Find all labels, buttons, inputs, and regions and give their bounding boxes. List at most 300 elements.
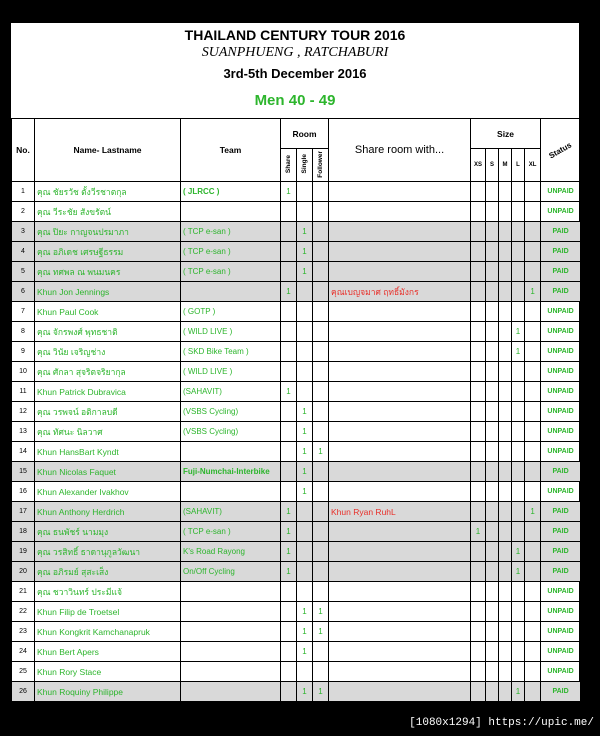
row-size-m (499, 582, 512, 602)
row-size-s (486, 322, 499, 342)
row-size-s (486, 282, 499, 302)
row-single (297, 182, 313, 202)
row-share-with (329, 422, 471, 442)
col-team: Team (181, 119, 281, 182)
row-status: UNPAID (541, 602, 581, 622)
row-single (297, 362, 313, 382)
sheet-header (11, 23, 579, 118)
row-size-xl (525, 662, 541, 682)
row-follower (313, 402, 329, 422)
row-size-l (512, 622, 525, 642)
row-size-xs (471, 622, 486, 642)
row-name: Khun Rory Stace (35, 662, 181, 682)
row-follower (313, 462, 329, 482)
row-team: ( TCP e-san ) (181, 262, 281, 282)
row-share (281, 202, 297, 222)
row-team (181, 482, 281, 502)
table-row (12, 282, 581, 302)
row-size-xl (525, 202, 541, 222)
event-dates: 3rd-5th December 2016 (223, 66, 367, 81)
row-status: UNPAID (541, 662, 581, 682)
row-size-m (499, 242, 512, 262)
row-size-xl (525, 562, 541, 582)
row-status: UNPAID (541, 482, 581, 502)
row-size-s (486, 202, 499, 222)
row-share-with (329, 262, 471, 282)
row-single (297, 202, 313, 222)
row-size-xs (471, 442, 486, 462)
row-name: Khun Filip de Troetsel (35, 602, 181, 622)
row-size-xl (525, 362, 541, 382)
row-size-l (512, 442, 525, 462)
row-share-with (329, 442, 471, 462)
col-size-xl: XL (525, 149, 541, 182)
row-single: 1 (297, 402, 313, 422)
row-share (281, 242, 297, 262)
table-body (12, 182, 581, 702)
row-team (181, 642, 281, 662)
row-size-l (512, 522, 525, 542)
row-size-s (486, 542, 499, 562)
row-single (297, 322, 313, 342)
row-share-with (329, 462, 471, 482)
row-size-xs (471, 482, 486, 502)
row-size-m (499, 322, 512, 342)
row-size-xl (525, 482, 541, 502)
table-row (12, 322, 581, 342)
row-size-xs (471, 462, 486, 482)
row-single (297, 282, 313, 302)
row-size-s (486, 622, 499, 642)
row-follower (313, 662, 329, 682)
col-size: Size (471, 119, 541, 149)
row-name: คุณ ศักลา สุจริตจริยากุล (35, 362, 181, 382)
table-row (12, 482, 581, 502)
row-share-with (329, 582, 471, 602)
row-size-m (499, 442, 512, 462)
row-team: K's Road Rayong (181, 542, 281, 562)
row-size-xl (525, 582, 541, 602)
row-name: Khun Anthony Herdrich (35, 502, 181, 522)
row-name: Khun Roquiny Philippe (35, 682, 181, 702)
row-team: On/Off Cycling (181, 562, 281, 582)
row-name: คุณ วินัย เจริญช่าง (35, 342, 181, 362)
table-row (12, 602, 581, 622)
row-name: คุณ ทัศนะ นิลวาศ (35, 422, 181, 442)
table-row (12, 442, 581, 462)
col-size-s: S (486, 149, 499, 182)
row-size-m (499, 222, 512, 242)
row-team (181, 662, 281, 682)
row-team (181, 442, 281, 462)
row-size-m (499, 202, 512, 222)
row-status: PAID (541, 282, 581, 302)
row-share: 1 (281, 502, 297, 522)
row-single: 1 (297, 462, 313, 482)
table-row (12, 342, 581, 362)
row-share (281, 442, 297, 462)
row-size-xl (525, 462, 541, 482)
row-size-l (512, 662, 525, 682)
event-title: THAILAND CENTURY TOUR 2016 (184, 27, 406, 43)
row-follower (313, 182, 329, 202)
row-size-l (512, 462, 525, 482)
row-share: 1 (281, 282, 297, 302)
row-no: 18 (12, 522, 35, 542)
row-share-with (329, 182, 471, 202)
event-location: SUANPHUENG , RATCHABURI (201, 45, 389, 60)
row-no: 14 (12, 442, 35, 462)
row-single (297, 302, 313, 322)
row-size-s (486, 582, 499, 602)
row-follower (313, 522, 329, 542)
row-size-l (512, 302, 525, 322)
col-status-label: Status (547, 140, 574, 161)
row-size-xs (471, 382, 486, 402)
col-status (541, 119, 581, 182)
row-size-xl (525, 422, 541, 442)
row-status: PAID (541, 262, 581, 282)
row-size-xl (525, 182, 541, 202)
row-no: 4 (12, 242, 35, 262)
row-size-l (512, 582, 525, 602)
row-size-xl (525, 302, 541, 322)
row-no: 26 (12, 682, 35, 702)
row-status: UNPAID (541, 422, 581, 442)
row-follower: 1 (313, 442, 329, 462)
row-size-xl (525, 522, 541, 542)
row-size-s (486, 462, 499, 482)
row-size-m (499, 682, 512, 702)
row-single: 1 (297, 262, 313, 282)
row-no: 3 (12, 222, 35, 242)
row-size-l (512, 602, 525, 622)
row-size-m (499, 182, 512, 202)
row-share-with (329, 562, 471, 582)
row-name: คุณ จักรพงศ์ พุทธชาติ (35, 322, 181, 342)
row-size-m (499, 622, 512, 642)
row-share-with (329, 662, 471, 682)
table-row (12, 242, 581, 262)
row-size-xl (525, 402, 541, 422)
row-share-with (329, 402, 471, 422)
row-size-s (486, 422, 499, 442)
row-size-xl (525, 322, 541, 342)
row-no: 7 (12, 302, 35, 322)
row-share-with (329, 682, 471, 702)
row-share (281, 482, 297, 502)
row-size-xs (471, 562, 486, 582)
row-team: ( SKD Bike Team ) (181, 342, 281, 362)
row-single (297, 562, 313, 582)
row-team: ( TCP e-san ) (181, 222, 281, 242)
row-size-s (486, 362, 499, 382)
row-status: PAID (541, 682, 581, 702)
row-size-l (512, 402, 525, 422)
row-share (281, 662, 297, 682)
table-row (12, 182, 581, 202)
row-size-m (499, 262, 512, 282)
row-team (181, 602, 281, 622)
row-size-xs (471, 422, 486, 442)
row-status: UNPAID (541, 382, 581, 402)
row-single (297, 342, 313, 362)
row-share-with (329, 242, 471, 262)
row-size-xs (471, 262, 486, 282)
row-name: คุณ ชัยรวัช ตั้งวีรชาตกุล (35, 182, 181, 202)
row-size-m (499, 342, 512, 362)
row-status: PAID (541, 502, 581, 522)
row-size-xs (471, 542, 486, 562)
row-size-m (499, 522, 512, 542)
row-single (297, 662, 313, 682)
row-share (281, 622, 297, 642)
row-name: คุณ ชวาวินทร์ ประมีแจ้ (35, 582, 181, 602)
row-share: 1 (281, 562, 297, 582)
row-follower (313, 322, 329, 342)
row-share-with: คุณเบญจมาศ ฤทธิ์มังกร (329, 282, 471, 302)
row-share: 1 (281, 382, 297, 402)
row-size-xl (525, 222, 541, 242)
table-row (12, 542, 581, 562)
row-size-l: 1 (512, 562, 525, 582)
col-follower: Follower (313, 149, 329, 182)
row-status: PAID (541, 242, 581, 262)
row-size-xs (471, 502, 486, 522)
table-row (12, 642, 581, 662)
row-name: Khun HansBart Kyndt (35, 442, 181, 462)
row-team (181, 622, 281, 642)
row-size-s (486, 302, 499, 322)
row-no: 2 (12, 202, 35, 222)
row-status: UNPAID (541, 442, 581, 462)
row-follower (313, 482, 329, 502)
row-follower: 1 (313, 682, 329, 702)
row-size-xs (471, 682, 486, 702)
row-share-with (329, 522, 471, 542)
row-size-xl: 1 (525, 282, 541, 302)
row-size-xl (525, 262, 541, 282)
row-size-m (499, 642, 512, 662)
row-share-with (329, 342, 471, 362)
row-size-xl (525, 542, 541, 562)
row-size-m (499, 422, 512, 442)
row-size-xs (471, 222, 486, 242)
row-no: 20 (12, 562, 35, 582)
row-no: 24 (12, 642, 35, 662)
row-follower (313, 242, 329, 262)
row-single: 1 (297, 482, 313, 502)
row-status: PAID (541, 222, 581, 242)
row-status: UNPAID (541, 362, 581, 382)
row-size-m (499, 362, 512, 382)
row-no: 16 (12, 482, 35, 502)
row-size-m (499, 282, 512, 302)
table-row (12, 562, 581, 582)
row-team: ( WILD LIVE ) (181, 362, 281, 382)
row-size-l (512, 362, 525, 382)
table-row (12, 202, 581, 222)
row-follower (313, 202, 329, 222)
row-no: 22 (12, 602, 35, 622)
row-single: 1 (297, 602, 313, 622)
row-follower (313, 562, 329, 582)
table-row (12, 462, 581, 482)
row-status: PAID (541, 542, 581, 562)
row-name: คุณ ธนพัชร์ นามมุง (35, 522, 181, 542)
row-share-with (329, 602, 471, 622)
row-single: 1 (297, 622, 313, 642)
table-row (12, 422, 581, 442)
row-status: PAID (541, 562, 581, 582)
row-share (281, 322, 297, 342)
row-name: Khun Jon Jennings (35, 282, 181, 302)
row-status: PAID (541, 462, 581, 482)
col-room: Room (281, 119, 329, 149)
row-size-s (486, 442, 499, 462)
row-share-with (329, 482, 471, 502)
row-size-s (486, 502, 499, 522)
row-no: 5 (12, 262, 35, 282)
row-size-l (512, 502, 525, 522)
row-follower (313, 222, 329, 242)
col-size-l: L (512, 149, 525, 182)
row-share: 1 (281, 182, 297, 202)
table-row (12, 362, 581, 382)
row-team: (SAHAVIT) (181, 502, 281, 522)
row-size-xl (525, 442, 541, 462)
col-share: Share (281, 149, 297, 182)
row-size-xl (525, 342, 541, 362)
table-row (12, 402, 581, 422)
row-size-s (486, 642, 499, 662)
row-share-with (329, 362, 471, 382)
row-share (281, 682, 297, 702)
row-name: Khun Alexander Ivakhov (35, 482, 181, 502)
row-follower (313, 262, 329, 282)
col-name: Name- Lastname (35, 119, 181, 182)
row-no: 9 (12, 342, 35, 362)
row-share (281, 222, 297, 242)
row-follower (313, 302, 329, 322)
row-follower (313, 502, 329, 522)
row-size-s (486, 682, 499, 702)
row-size-xs (471, 182, 486, 202)
row-share-with (329, 222, 471, 242)
row-share (281, 342, 297, 362)
row-size-l: 1 (512, 322, 525, 342)
row-no: 25 (12, 662, 35, 682)
row-size-s (486, 482, 499, 502)
row-share (281, 402, 297, 422)
row-size-xs (471, 322, 486, 342)
row-size-xs (471, 662, 486, 682)
row-size-s (486, 262, 499, 282)
row-size-l (512, 282, 525, 302)
row-size-xl (525, 242, 541, 262)
row-size-m (499, 662, 512, 682)
row-size-l (512, 482, 525, 502)
row-no: 1 (12, 182, 35, 202)
row-size-l (512, 642, 525, 662)
row-follower (313, 362, 329, 382)
registration-sheet (10, 22, 580, 701)
row-team: (VSBS Cycling) (181, 422, 281, 442)
row-size-s (486, 342, 499, 362)
row-share (281, 602, 297, 622)
row-team: ( WILD LIVE ) (181, 322, 281, 342)
registration-table (11, 118, 581, 702)
row-size-s (486, 602, 499, 622)
row-size-s (486, 562, 499, 582)
row-size-m (499, 462, 512, 482)
row-status: UNPAID (541, 202, 581, 222)
row-single (297, 582, 313, 602)
row-single: 1 (297, 222, 313, 242)
row-no: 11 (12, 382, 35, 402)
row-share-with (329, 542, 471, 562)
row-share-with (329, 642, 471, 662)
col-size-m: M (499, 149, 512, 182)
row-size-l (512, 222, 525, 242)
row-size-xs (471, 642, 486, 662)
row-name: Khun Patrick Dubravica (35, 382, 181, 402)
row-size-m (499, 302, 512, 322)
row-size-xl (525, 622, 541, 642)
row-status: UNPAID (541, 302, 581, 322)
row-follower (313, 422, 329, 442)
table-row (12, 522, 581, 542)
row-no: 21 (12, 582, 35, 602)
row-no: 10 (12, 362, 35, 382)
row-single (297, 382, 313, 402)
row-team (181, 282, 281, 302)
row-single: 1 (297, 442, 313, 462)
row-follower (313, 342, 329, 362)
row-size-l (512, 182, 525, 202)
row-share-with (329, 202, 471, 222)
row-size-xs: 1 (471, 522, 486, 542)
row-share-with: Khun Ryan RuhL (329, 502, 471, 522)
row-status: UNPAID (541, 342, 581, 362)
row-size-xl (525, 642, 541, 662)
row-status: UNPAID (541, 642, 581, 662)
row-share (281, 582, 297, 602)
table-row (12, 662, 581, 682)
row-size-s (486, 382, 499, 402)
row-size-m (499, 382, 512, 402)
row-follower (313, 542, 329, 562)
row-size-l: 1 (512, 342, 525, 362)
row-name: คุณ ปิยะ กาญจนปรมาภา (35, 222, 181, 242)
row-team: ( JLRCC ) (181, 182, 281, 202)
row-name: Khun Nicolas Faquet (35, 462, 181, 482)
row-size-xl (525, 602, 541, 622)
row-no: 19 (12, 542, 35, 562)
row-share (281, 362, 297, 382)
row-team: ( TCP e-san ) (181, 522, 281, 542)
row-single (297, 542, 313, 562)
row-size-s (486, 182, 499, 202)
row-size-l: 1 (512, 542, 525, 562)
row-size-l (512, 202, 525, 222)
table-row (12, 682, 581, 702)
row-team: (SAHAVIT) (181, 382, 281, 402)
row-share-with (329, 622, 471, 642)
table-row (12, 622, 581, 642)
row-follower (313, 282, 329, 302)
row-size-xs (471, 302, 486, 322)
